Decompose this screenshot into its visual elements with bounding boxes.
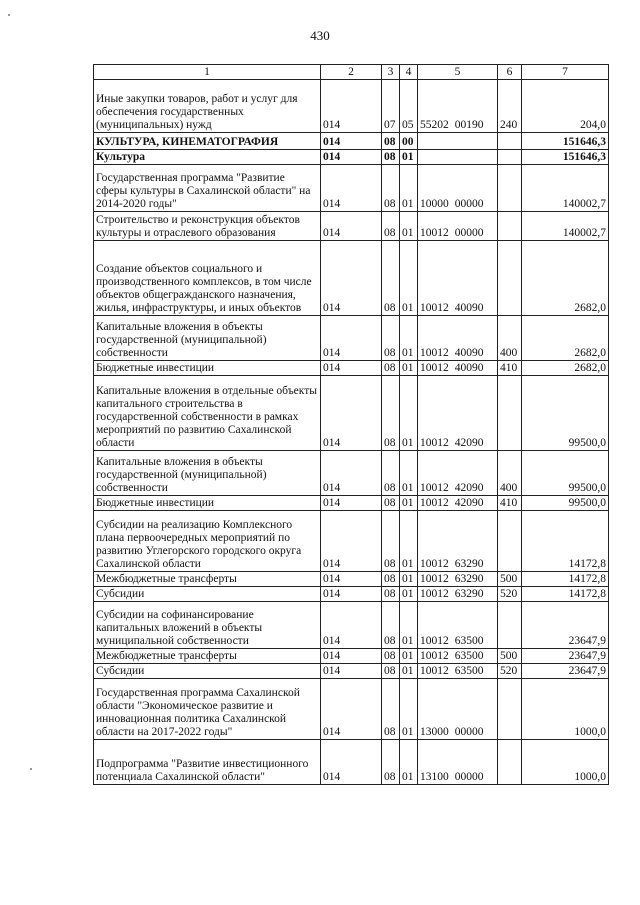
expense-type-code — [498, 212, 522, 241]
code-subsection: 01 — [400, 587, 418, 602]
row-name: Государственная программа "Развитие сферы культуры в Сахалинской области" на 2014-2020 годы" — [94, 165, 321, 212]
amount: 140002,7 — [522, 212, 609, 241]
target-article-program: 13100 — [420, 771, 449, 783]
code-section: 08 — [382, 376, 400, 451]
code-admin: 014 — [321, 649, 382, 664]
code-subsection: 01 — [400, 602, 418, 649]
row-name: Строительство и реконструкция объектов культуры и отраслевого образования — [94, 212, 321, 241]
target-article-direction: 00000 — [454, 726, 484, 738]
row-name: Капитальные вложения в объекты государственной (муниципальной) собственности — [94, 316, 321, 361]
expense-type-code — [498, 602, 522, 649]
target-article-program: 10012 — [420, 362, 449, 374]
amount: 99500,0 — [522, 451, 609, 496]
target-article-code — [418, 133, 498, 150]
amount: 14172,8 — [522, 511, 609, 572]
code-section: 08 — [382, 664, 400, 679]
target-article-program: 10012 — [420, 347, 449, 359]
target-article-program: 10012 — [420, 558, 449, 570]
expense-type-code — [498, 511, 522, 572]
target-article-code — [418, 511, 498, 572]
code-subsection: 01 — [400, 241, 418, 316]
target-article-direction: 00190 — [454, 119, 484, 131]
target-article-program: 10012 — [420, 635, 449, 647]
expense-type-code — [498, 376, 522, 451]
code-admin: 014 — [321, 496, 382, 511]
table-row — [94, 316, 609, 361]
code-subsection: 01 — [400, 150, 418, 165]
amount: 1000,0 — [522, 740, 609, 785]
row-name: Капитальные вложения в объекты государственной (муниципальной) собственности — [94, 451, 321, 496]
target-article-program: 55202 — [420, 119, 449, 131]
amount: 1000,0 — [522, 679, 609, 740]
target-article-program: 10012 — [420, 665, 449, 677]
target-article-code — [418, 679, 498, 740]
target-article-program: 13000 — [420, 726, 449, 738]
code-section: 08 — [382, 572, 400, 587]
code-subsection: 01 — [400, 664, 418, 679]
row-name: Субсидии на реализацию Комплексного плана первоочередных мероприятий по развитию Углегорского городского округа Сахалинской области — [94, 511, 321, 572]
table-row — [94, 376, 609, 451]
code-subsection: 01 — [400, 361, 418, 376]
table-row — [94, 649, 609, 664]
target-article-code — [418, 664, 498, 679]
column-header: 7 — [522, 65, 609, 80]
row-name: Капитальные вложения в отдельные объекты капитального строительства в государственной собственности в рамках мероприятий по развитию Сахалинской области — [94, 376, 321, 451]
column-header: 5 — [418, 65, 498, 80]
table-row — [94, 572, 609, 587]
code-section: 08 — [382, 165, 400, 212]
code-section: 08 — [382, 587, 400, 602]
table-row — [94, 165, 609, 212]
code-section: 08 — [382, 679, 400, 740]
target-article-direction: 42090 — [454, 497, 484, 509]
row-name: Культура — [94, 150, 321, 165]
target-article-direction: 00000 — [454, 198, 484, 210]
target-article-program: 10012 — [420, 588, 449, 600]
code-section: 08 — [382, 316, 400, 361]
target-article-direction: 42090 — [454, 482, 484, 494]
expense-type-code: 400 — [498, 316, 522, 361]
code-subsection: 05 — [400, 80, 418, 133]
table-row — [94, 241, 609, 316]
row-name: Иные закупки товаров, работ и услуг для обеспечения государственных (муниципальных) нужд — [94, 80, 321, 133]
table-row — [94, 664, 609, 679]
target-article-code — [418, 212, 498, 241]
scan-speck — [8, 14, 10, 16]
row-name: Бюджетные инвестиции — [94, 361, 321, 376]
target-article-direction: 00000 — [454, 227, 484, 239]
amount: 14172,8 — [522, 572, 609, 587]
target-article-direction: 40090 — [454, 347, 484, 359]
code-section: 07 — [382, 80, 400, 133]
row-name: Межбюджетные трансферты — [94, 572, 321, 587]
amount: 140002,7 — [522, 165, 609, 212]
expense-type-code: 400 — [498, 451, 522, 496]
code-admin: 014 — [321, 664, 382, 679]
target-article-program: 10012 — [420, 482, 449, 494]
code-subsection: 00 — [400, 133, 418, 150]
expense-type-code: 410 — [498, 496, 522, 511]
target-article-code — [418, 361, 498, 376]
amount: 23647,9 — [522, 649, 609, 664]
budget-table — [93, 64, 609, 785]
code-section: 08 — [382, 451, 400, 496]
row-name: КУЛЬТУРА, КИНЕМАТОГРАФИЯ — [94, 133, 321, 150]
target-article-code — [418, 451, 498, 496]
code-admin: 014 — [321, 451, 382, 496]
code-subsection: 01 — [400, 451, 418, 496]
row-name: Создание объектов социального и производственного комплексов, в том числе объектов общегражданского назначения, жилья, инфраструктуры, и иных объектов — [94, 241, 321, 316]
code-subsection: 01 — [400, 511, 418, 572]
code-subsection: 01 — [400, 376, 418, 451]
target-article-code — [418, 587, 498, 602]
target-article-program: 10012 — [420, 437, 449, 449]
row-name: Субсидии — [94, 664, 321, 679]
table-row — [94, 133, 609, 150]
table-row — [94, 740, 609, 785]
column-header: 3 — [382, 65, 400, 80]
amount: 99500,0 — [522, 496, 609, 511]
amount: 2682,0 — [522, 241, 609, 316]
row-name: Бюджетные инвестиции — [94, 496, 321, 511]
target-article-code — [418, 150, 498, 165]
code-admin: 014 — [321, 511, 382, 572]
target-article-program: 10000 — [420, 198, 449, 210]
table-row — [94, 511, 609, 572]
expense-type-code — [498, 165, 522, 212]
target-article-program: 10012 — [420, 573, 449, 585]
target-article-code — [418, 165, 498, 212]
code-section: 08 — [382, 133, 400, 150]
target-article-direction: 63290 — [454, 558, 484, 570]
code-admin: 014 — [321, 150, 382, 165]
expense-type-code — [498, 740, 522, 785]
code-subsection: 01 — [400, 165, 418, 212]
amount: 99500,0 — [522, 376, 609, 451]
target-article-direction: 63500 — [454, 650, 484, 662]
expense-type-code: 500 — [498, 649, 522, 664]
scan-speck — [30, 768, 32, 770]
target-article-code — [418, 649, 498, 664]
code-admin: 014 — [321, 572, 382, 587]
expense-type-code: 520 — [498, 587, 522, 602]
target-article-code — [418, 496, 498, 511]
expense-type-code — [498, 679, 522, 740]
target-article-code — [418, 572, 498, 587]
target-article-code — [418, 316, 498, 361]
amount: 23647,9 — [522, 602, 609, 649]
code-admin: 014 — [321, 165, 382, 212]
target-article-program: 10012 — [420, 497, 449, 509]
target-article-direction: 40090 — [454, 362, 484, 374]
expense-type-code: 240 — [498, 80, 522, 133]
code-admin: 014 — [321, 740, 382, 785]
code-subsection: 01 — [400, 316, 418, 361]
amount: 2682,0 — [522, 316, 609, 361]
code-admin: 014 — [321, 80, 382, 133]
code-subsection: 01 — [400, 649, 418, 664]
target-article-code — [418, 602, 498, 649]
amount: 14172,8 — [522, 587, 609, 602]
target-article-direction: 63290 — [454, 588, 484, 600]
amount: 151646,3 — [522, 150, 609, 165]
page-number: 430 — [310, 28, 330, 43]
table-row — [94, 150, 609, 165]
code-admin: 014 — [321, 376, 382, 451]
row-name: Субсидии — [94, 587, 321, 602]
column-header: 2 — [321, 65, 382, 80]
table-row — [94, 212, 609, 241]
table-row — [94, 361, 609, 376]
column-header: 4 — [400, 65, 418, 80]
amount: 2682,0 — [522, 361, 609, 376]
target-article-code — [418, 80, 498, 133]
target-article-direction: 63500 — [454, 635, 484, 647]
code-subsection: 01 — [400, 212, 418, 241]
table-row — [94, 602, 609, 649]
code-subsection: 01 — [400, 740, 418, 785]
amount: 23647,9 — [522, 664, 609, 679]
table-row — [94, 587, 609, 602]
target-article-program: 10012 — [420, 650, 449, 662]
code-section: 08 — [382, 496, 400, 511]
table-row — [94, 679, 609, 740]
code-subsection: 01 — [400, 496, 418, 511]
target-article-code — [418, 241, 498, 316]
code-section: 08 — [382, 511, 400, 572]
expense-type-code — [498, 133, 522, 150]
target-article-direction: 42090 — [454, 437, 484, 449]
code-admin: 014 — [321, 212, 382, 241]
code-section: 08 — [382, 241, 400, 316]
table-row — [94, 80, 609, 133]
row-name: Подпрограмма "Развитие инвестиционного потенциала Сахалинской области" — [94, 740, 321, 785]
target-article-direction: 63290 — [454, 573, 484, 585]
code-section: 08 — [382, 150, 400, 165]
code-admin: 014 — [321, 361, 382, 376]
code-admin: 014 — [321, 133, 382, 150]
code-admin: 014 — [321, 602, 382, 649]
target-article-code — [418, 376, 498, 451]
code-admin: 014 — [321, 241, 382, 316]
target-article-program: 10012 — [420, 302, 449, 314]
code-section: 08 — [382, 212, 400, 241]
target-article-direction: 00000 — [454, 771, 484, 783]
code-subsection: 01 — [400, 679, 418, 740]
target-article-direction: 63500 — [454, 665, 484, 677]
expense-type-code — [498, 150, 522, 165]
target-article-program: 10012 — [420, 227, 449, 239]
row-name: Межбюджетные трансферты — [94, 649, 321, 664]
amount: 204,0 — [522, 80, 609, 133]
row-name: Субсидии на софинансирование капитальных вложений в объекты муниципальной собственности — [94, 602, 321, 649]
column-header: 1 — [94, 65, 321, 80]
expense-type-code: 520 — [498, 664, 522, 679]
code-section: 08 — [382, 649, 400, 664]
target-article-code — [418, 740, 498, 785]
header-row — [94, 65, 609, 80]
expense-type-code: 500 — [498, 572, 522, 587]
code-admin: 014 — [321, 679, 382, 740]
code-subsection: 01 — [400, 572, 418, 587]
expense-type-code: 410 — [498, 361, 522, 376]
table-row — [94, 451, 609, 496]
table-row — [94, 496, 609, 511]
code-section: 08 — [382, 361, 400, 376]
row-name: Государственная программа Сахалинской области "Экономическое развитие и инновационная политика Сахалинской области на 2017-2022 годы" — [94, 679, 321, 740]
code-section: 08 — [382, 602, 400, 649]
amount: 151646,3 — [522, 133, 609, 150]
column-header: 6 — [498, 65, 522, 80]
code-admin: 014 — [321, 587, 382, 602]
target-article-direction: 40090 — [454, 302, 484, 314]
code-section: 08 — [382, 740, 400, 785]
expense-type-code — [498, 241, 522, 316]
code-admin: 014 — [321, 316, 382, 361]
